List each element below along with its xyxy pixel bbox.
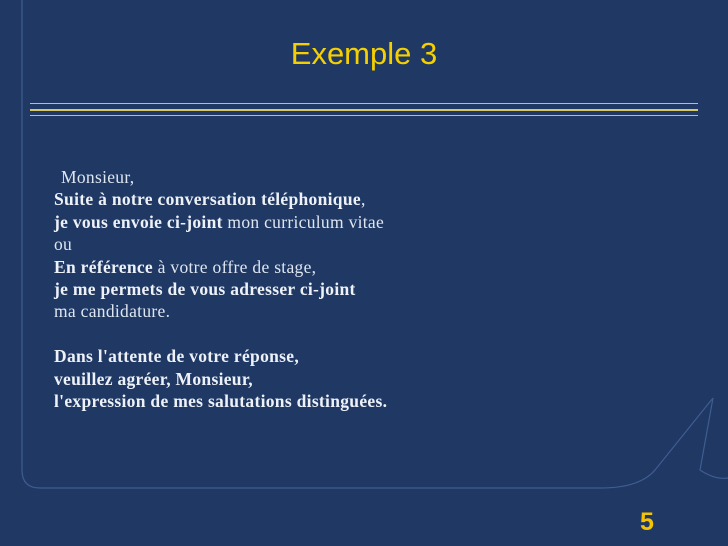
- letter-line-2: [54, 211, 614, 233]
- letter-line-5: [54, 278, 614, 300]
- letter-line-1-rest: ,: [360, 189, 366, 210]
- letter-line-2-rest: mon curriculum vitae: [222, 211, 385, 232]
- letter-body: [54, 166, 614, 412]
- title-divider-middle: [30, 109, 698, 111]
- title-divider-top: [30, 103, 698, 104]
- closing-line-2-bold: veuillez agréer, Monsieur,: [54, 368, 253, 389]
- letter-line-1-bold: Suite à notre conversation téléphonique: [54, 189, 361, 210]
- closing-line-2: [54, 368, 614, 390]
- title-divider-bottom: [30, 115, 698, 116]
- closing-line-3-bold: l'expression de mes salutations distinguées.: [54, 391, 388, 412]
- letter-line-4-bold: En référence: [54, 256, 153, 277]
- letter-line-5-bold: je me permets de vous adresser ci-joint: [54, 279, 356, 300]
- letter-line-4-rest: à votre offre de stage,: [153, 256, 317, 277]
- letter-line-1: [54, 188, 614, 210]
- letter-line-6: ma candidature.: [54, 301, 171, 322]
- page-number: 5: [640, 508, 654, 536]
- closing-line-3: [54, 390, 614, 412]
- letter-salutation: Monsieur,: [61, 167, 135, 187]
- paragraph-spacer: [54, 323, 614, 345]
- closing-line-1-bold: Dans l'attente de votre réponse,: [54, 346, 300, 367]
- letter-line-4: [54, 256, 614, 278]
- letter-line-2-bold: je vous envoie ci-joint: [54, 211, 223, 232]
- letter-line-3: ou: [54, 234, 73, 255]
- slide-title: Exemple 3: [290, 36, 438, 71]
- closing-line-1: [54, 345, 614, 367]
